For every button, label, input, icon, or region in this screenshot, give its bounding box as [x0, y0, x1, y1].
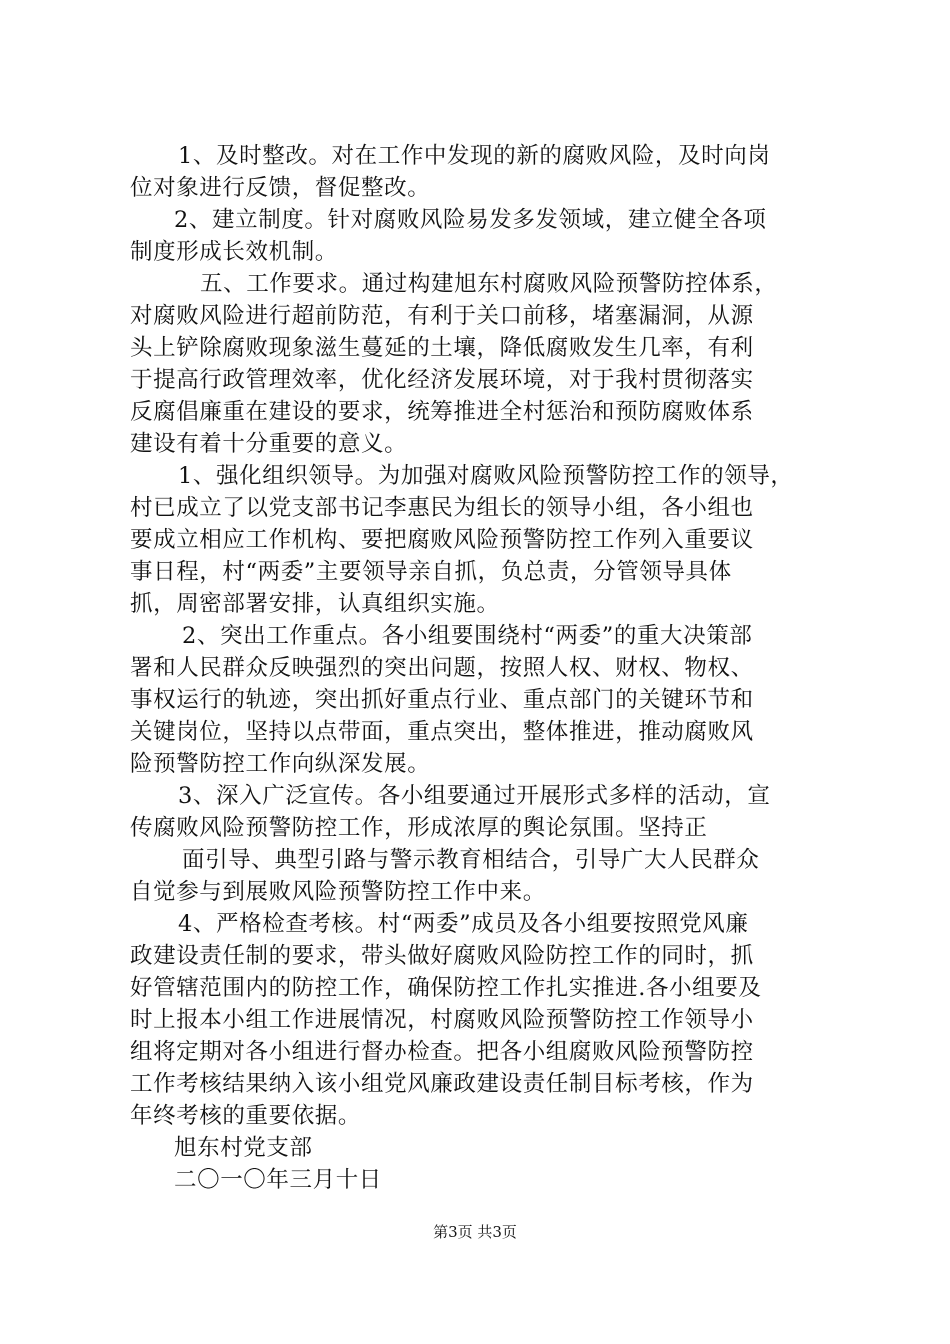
- paragraph-line: 工作考核结果纳入该小组党风廉政建设责任制目标考核，作为: [130, 1071, 754, 1097]
- paragraph-line: 好管辖范围内的防控工作，确保防控工作扎实推进.各小组要及: [130, 975, 762, 1001]
- paragraph-line: 险预警防控工作向纵深发展。: [130, 751, 431, 777]
- paragraph-line: 事权运行的轨迹，突出抓好重点行业、重点部门的关键环节和: [130, 687, 754, 713]
- paragraph-line: 建设有着十分重要的意义。: [130, 431, 408, 457]
- paragraph-line: 制度形成长效机制。: [130, 239, 338, 265]
- paragraph-line: 署和人民群众反映强烈的突出问题，按照人权、财权、物权、: [130, 655, 754, 681]
- paragraph-line: 政建设责任制的要求，带头做好腐败风险防控工作的同时，抓: [130, 943, 754, 969]
- paragraph-line: 3、深入广泛宣传。各小组要通过开展形式多样的活动，宣: [178, 783, 771, 809]
- paragraph-line: 关键岗位，坚持以点带面，重点突出，整体推进，推动腐败风: [130, 719, 754, 745]
- paragraph-line: 头上铲除腐败现象滋生蔓延的土壤，降低腐败发生几率，有利: [130, 335, 754, 361]
- paragraph-line: 抓，周密部署安排，认真组织实施。: [130, 591, 500, 617]
- page-number: 第3页 共3页: [433, 1223, 517, 1241]
- document-body: [130, 140, 835, 1196]
- page-footer: [0, 1222, 950, 1242]
- paragraph-line: 2、突出工作重点。各小组要围绕村“两委”的重大决策部: [182, 623, 753, 649]
- paragraph-line: 位对象进行反馈，督促整改。: [130, 175, 431, 201]
- paragraph-line: 4、严格检查考核。村“两委”成员及各小组要按照党风廉: [178, 911, 749, 937]
- paragraph-line: 反腐倡廉重在建设的要求，统筹推进全村惩治和预防腐败体系: [130, 399, 754, 425]
- paragraph-line: 传腐败风险预警防控工作，形成浓厚的舆论氛围。坚持正: [130, 815, 708, 841]
- paragraph-line: 年终考核的重要依据。: [130, 1103, 362, 1129]
- paragraph-line: 于提高行政管理效率，优化经济发展环境，对于我村贯彻落实: [130, 367, 754, 393]
- paragraph-line: 组将定期对各小组进行督办检查。把各小组腐败风险预警防控: [130, 1039, 754, 1065]
- paragraph-line: 2、建立制度。针对腐败风险易发多发领域，建立健全各项: [174, 207, 767, 233]
- paragraph-line: 对腐败风险进行超前防范，有利于关口前移，堵塞漏洞，从源: [130, 303, 754, 329]
- signature-organization: 旭东村党支部: [174, 1135, 313, 1161]
- paragraph-line: 事日程，村“两委”主要领导亲自抓，负总责，分管领导具体: [130, 559, 732, 585]
- paragraph-line: 1、及时整改。对在工作中发现的新的腐败风险，及时向岗: [178, 143, 771, 169]
- paragraph-line: 村已成立了以党支部书记李惠民为组长的领导小组，各小组也: [130, 495, 754, 521]
- paragraph-line: 时上报本小组工作进展情况，村腐败风险预警防控工作领导小: [130, 1007, 754, 1033]
- paragraph-line: 自觉参与到展败风险预警防控工作中来。: [130, 879, 546, 905]
- paragraph-line: 面引导、典型引路与警示教育相结合，引导广大人民群众: [182, 847, 760, 873]
- paragraph-line: 1、强化组织领导。为加强对腐败风险预警防控工作的领导，: [178, 463, 794, 489]
- section-heading-line: 五、工作要求。通过构建旭东村腐败风险预警防控体系，: [200, 271, 778, 297]
- signature-date: 二〇一〇年三月十日: [174, 1167, 382, 1193]
- paragraph-line: 要成立相应工作机构、要把腐败风险预警防控工作列入重要议: [130, 527, 754, 553]
